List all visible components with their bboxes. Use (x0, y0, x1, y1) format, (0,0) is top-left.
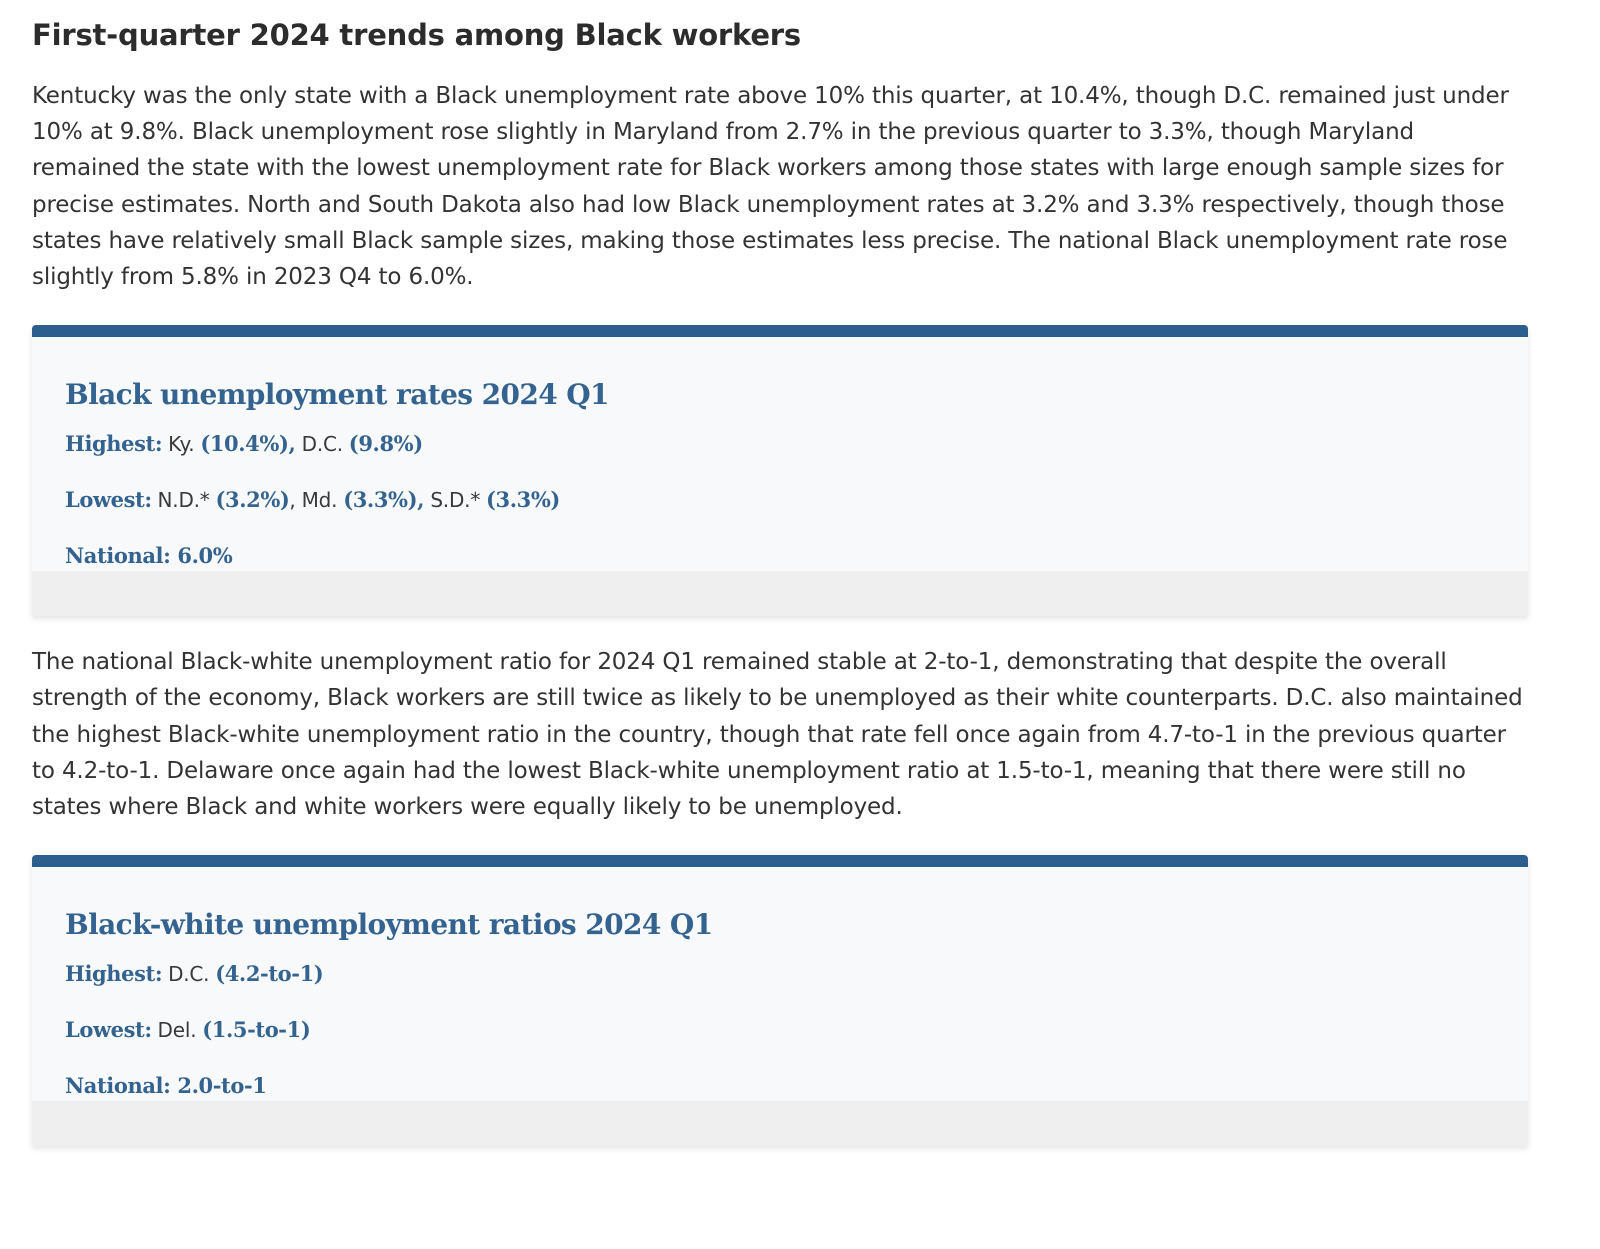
rate-value: (9.8%) (348, 431, 423, 457)
highest-label: Highest: (65, 961, 163, 987)
callout-footer (32, 1101, 1528, 1146)
callout-lowest-row (65, 1015, 1495, 1046)
callout-title: Black unemployment rates 2024 Q1 (65, 378, 609, 412)
paragraph-black-white-ratio: The national Black-white unemployment ratio for 2024 Q1 remained stable at 2-to-1, demonstrating that despite the overall strength of the economy, Black workers are still twice as likely to be unemployed as their white counterparts. D.C. also maintained the highest Black-white unemployment ratio in the country, though that rate fell once again from 4.7-to-1 in the previous quarter to 4.2-to-1. Delaware once again had the lowest Black-white unemployment ratio at 1.5-to-1, meaning that there were still no states where Black and white workers were equally likely to be unemployed. (32, 649, 1523, 821)
list-separator: , (288, 431, 296, 457)
state-abbr: D.C. (168, 962, 210, 987)
lowest-label: Lowest: (65, 1017, 152, 1043)
state-abbr: N.D.* (157, 488, 210, 513)
highest-label: Highest: (65, 431, 163, 457)
paragraph-unemployment-rates: Kentucky was the only state with a Black unemployment rate above 10% this quarter, at 10.4%, though D.C. remained just under 10% at 9.8%. Black unemployment rose slightly in Maryland from 2.7% in the previous quarter to 3.3%, though Maryland remained the state with the lowest unemployment rate for Black workers among those states with large enough sample sizes for precise estimates. North and South Dakota also had low Black unemployment rates at 3.2% and 3.3% respectively, though those states have relatively small Black sample sizes, making those estimates less precise. The national Black unemployment rate rose slightly from 5.8% in 2023 Q4 to 6.0%. (32, 83, 1509, 291)
list-separator: , (417, 487, 425, 513)
list-separator: , (289, 488, 296, 513)
callout-black-unemployment-rates (32, 325, 1528, 616)
state-abbr: Ky. (168, 432, 195, 457)
ratio-value: (1.5-to-1) (202, 1017, 311, 1043)
rate-value: (3.3%) (343, 487, 418, 513)
article-content (32, 14, 1528, 1146)
callout-national-row (65, 1071, 1495, 1102)
state-abbr: D.C. (301, 432, 343, 457)
state-abbr: Del. (157, 1018, 197, 1043)
state-abbr: Md. (301, 488, 338, 513)
rate-value: (10.4%) (200, 431, 289, 457)
national-ratio: National: 2.0-to-1 (65, 1073, 267, 1099)
callout-black-white-ratios (32, 855, 1528, 1146)
rate-value: (3.2%) (215, 487, 290, 513)
callout-highest-row (65, 429, 1495, 460)
callout-national-row (65, 541, 1495, 572)
section-heading: First-quarter 2024 trends among Black workers (32, 18, 801, 52)
rate-value: (3.3%) (485, 487, 560, 513)
national-rate: National: 6.0% (65, 543, 233, 569)
lowest-label: Lowest: (65, 487, 152, 513)
callout-highest-row (65, 959, 1495, 990)
state-abbr: S.D.* (430, 488, 481, 513)
callout-title: Black-white unemployment ratios 2024 Q1 (65, 908, 713, 942)
ratio-value: (4.2-to-1) (215, 961, 324, 987)
callout-lowest-row (65, 485, 1495, 516)
callout-footer (32, 571, 1528, 616)
